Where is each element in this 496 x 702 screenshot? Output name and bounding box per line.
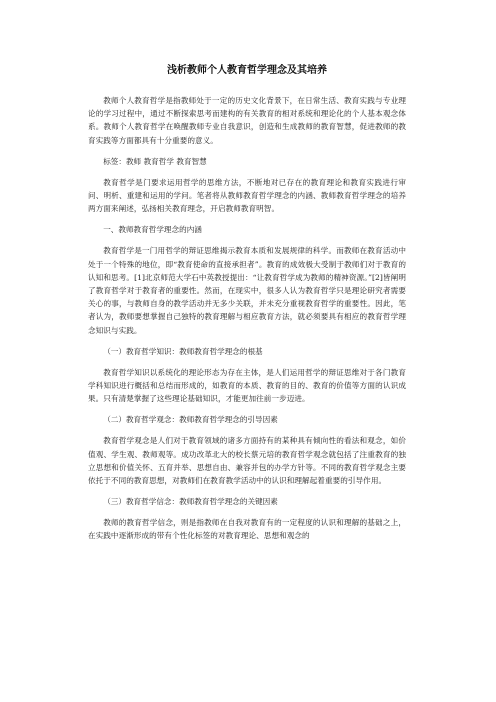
intro-paragraph: 教育哲学是门要求运用哲学的思维方法，不断地对已存在的教育理论和教育实践进行审问、明析、重建和运用的学问。笔者将从教师教育哲学理念的内涵、教师教育哲学理念的培养两方面来阐述，弘扬相关教育理念，开启教师教育明智。: [88, 177, 406, 214]
section-1-paragraph: 教育哲学是一门用哲学的辩证思维揭示教育本质和发展规律的科学。而教师在教育活动中处于一个特殊的地位，即“教育使命的直接承担者”。教育的成效极大受制于教师们对于教育的认知和思考。[1]北京师范大学石中英教授提出：“让教育哲学成为教师的精神资源。”[2]皆阐明了教育哲学对于教育者的重要性。然而，在现实中，很多人认为教育哲学只是理论研究者需要关心的事，与教师自身的教学活动并无多少关联，并未充分重视教育哲学的重要性。因此，笔者认为，教师要想掌握自己独特的教育理解与相应教育方法，就必须要具有相应的教育哲学理念知识与实践。: [88, 246, 406, 335]
keywords-line: 标签：教师 教育哲学 教育智慧: [103, 156, 207, 166]
document-title: 浅析教师个人教育哲学理念及其培养: [167, 65, 327, 76]
subsection-1-paragraph: 教育哲学知识以系统化的理论形态为存在主体，是人们运用哲学的辩证思维对于各门教育学科知识进行概括和总结而形成的，如教育的本质、教育的目的、教育的价值等方面的认识成果。只有清楚掌握了这些理论基础知识，才能更加往前一步迈进。: [88, 367, 406, 404]
subsection-3-heading: （三）教育哲学信念：教师教育哲学理念的关键因素: [103, 497, 278, 507]
subsection-1-heading: （一）教育哲学知识：教师教育哲学理念的根基: [103, 346, 263, 356]
subsection-2-heading: （二）教育哲学观念：教师教育哲学理念的引导因素: [103, 415, 278, 425]
abstract-paragraph: 教师个人教育哲学是指教师处于一定的历史文化背景下，在日常生活、教育实践与专业理论的学习过程中，通过不断探索思考而建构的有关教育的相对系统和理论化的个人基本观念体系。教师个人教育哲学在唤醒教师专业自我意识，创造和生成教师的教育智慧，促进教师的教育实践等方面都具有十分重要的意义。: [88, 96, 406, 145]
document-page: [88, 64, 406, 543]
section-1-heading: 一、教师教育哲学理念的内涵: [103, 225, 202, 235]
subsection-2-paragraph: 教育哲学观念是人们对于教育领域的诸多方面持有的某种具有倾向性的看法和观念，如价值观、学生观、教师观等。成功改革北大的校长蔡元培的教育哲学观念就包括了注重教育的独立思想和价值关怀、五育并举、思想自由、兼容并包的办学方针等。不同的教育哲学观念主要依托于不同的教育思想，对教师们在教育教学活动中的认识和理解起着重要的引导作用。: [88, 436, 406, 486]
subsection-3-paragraph: 教师的教育哲学信念，则是指教师在自我对教育有的一定程度的认识和理解的基础之上，在实践中逐渐形成的带有个性化标签的对教育理论、思想和观念的: [88, 518, 406, 541]
